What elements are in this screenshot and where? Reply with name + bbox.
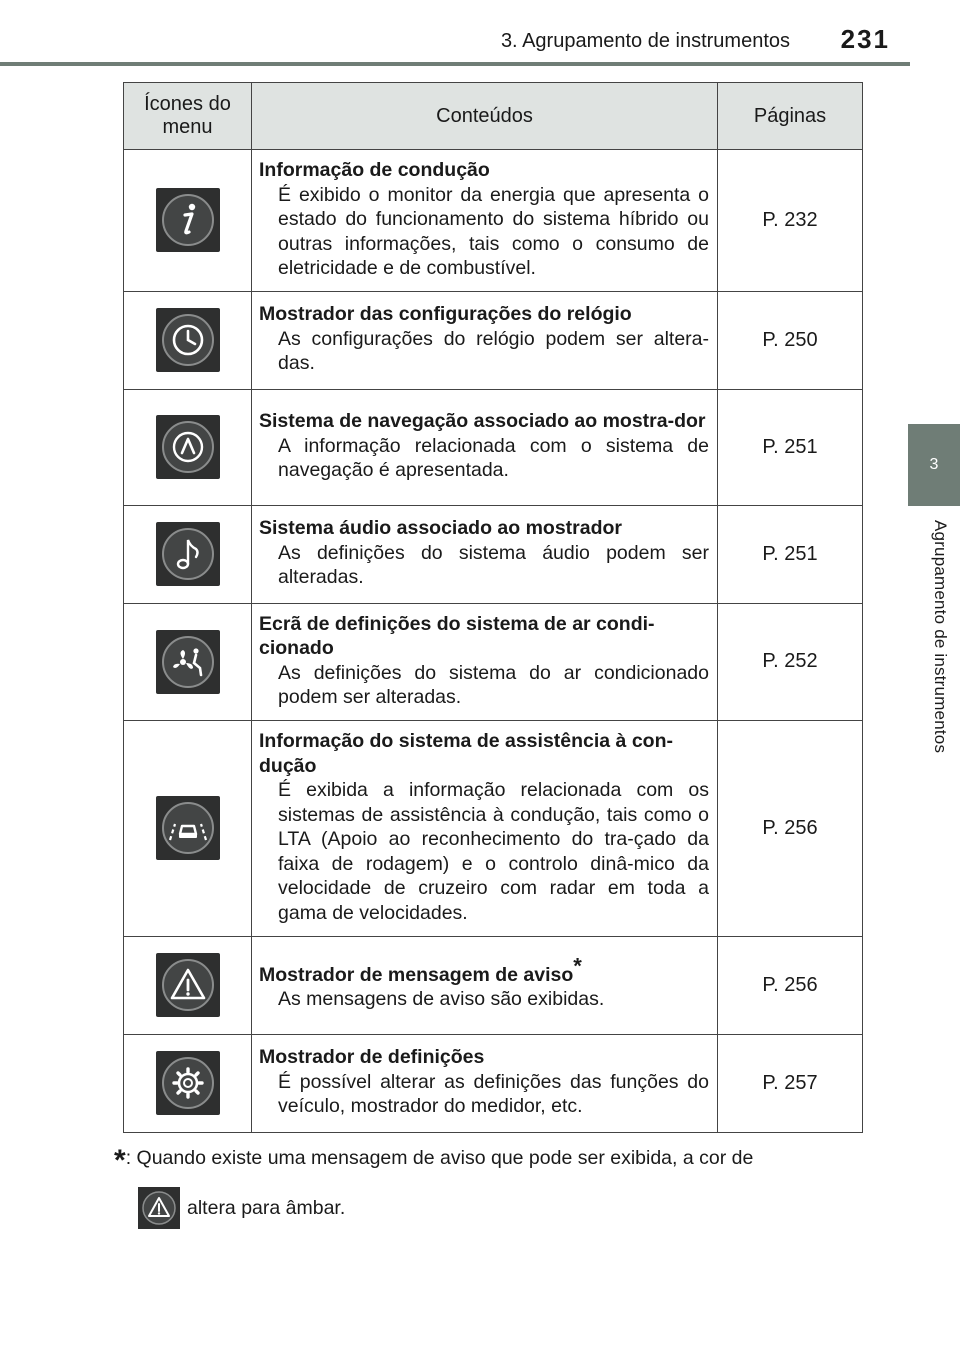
row-description: É possível alterar as definições das funções do veículo, mostrador do medidor, etc.	[278, 1070, 709, 1118]
footnote-continuation-line	[138, 1186, 345, 1230]
page-reference: P. 257	[718, 1034, 863, 1132]
page-reference: P. 256	[718, 936, 863, 1034]
header-icons: Ícones do menu	[124, 83, 252, 150]
icon-cell	[124, 936, 252, 1034]
section-title: 3. Agrupamento de instrumentos	[500, 30, 790, 52]
row-description: As configurações do relógio podem ser altera-das.	[278, 327, 709, 375]
footnote-mark: *	[114, 1144, 126, 1177]
footnote-text: : Quando existe uma mensagem de aviso que pode ser exibida, a cor de	[125, 1147, 754, 1169]
table-header-row	[124, 83, 863, 150]
footnote-asterisk: *	[573, 953, 582, 978]
content-cell	[252, 936, 718, 1034]
navigation-icon	[156, 415, 220, 479]
table-row	[124, 150, 863, 292]
icon-cell	[124, 720, 252, 936]
warning-icon	[138, 1187, 180, 1229]
page-reference: P. 251	[718, 389, 863, 505]
content-cell	[252, 150, 718, 292]
table-row	[124, 291, 863, 389]
warning-icon	[156, 953, 220, 1017]
driving-assist-icon	[156, 796, 220, 860]
header-contents: Conteúdos	[252, 83, 718, 150]
clock-icon	[156, 308, 220, 372]
chapter-tab	[908, 424, 960, 506]
page-reference: P. 250	[718, 291, 863, 389]
icon-cell	[124, 603, 252, 720]
chapter-tab-number: 3	[929, 456, 939, 473]
row-title: Sistema de navegação associado ao mostra-dor	[259, 410, 706, 433]
row-description: É exibido o monitor da energia que apresenta o estado do funcionamento do sistema híbrido ou outras informações, tais como o consumo de eletricidade e de combustível.	[278, 183, 709, 279]
settings-gear-icon	[156, 1051, 220, 1115]
table-row	[124, 936, 863, 1034]
page-reference: P. 256	[718, 720, 863, 936]
content-cell	[252, 720, 718, 936]
row-description: A informação relacionada com o sistema de navegação é apresentada.	[278, 434, 709, 482]
content-cell	[252, 1034, 718, 1132]
row-title	[259, 953, 709, 988]
content-cell	[252, 291, 718, 389]
row-title: Mostrador das configurações do relógio	[259, 303, 632, 326]
row-title: Informação de condução	[259, 159, 490, 181]
music-note-icon	[156, 522, 220, 586]
table-row	[124, 505, 863, 603]
icon-cell	[124, 291, 252, 389]
row-title: Informação do sistema de assistência à con-dução	[259, 730, 673, 777]
row-title: Sistema áudio associado ao mostrador	[259, 517, 623, 540]
footnote-continuation: altera para âmbar.	[187, 1196, 346, 1219]
page-reference: P. 232	[718, 150, 863, 292]
row-title-text: Mostrador de mensagem de aviso	[259, 963, 574, 986]
footnote	[114, 1144, 856, 1177]
page-reference: P. 252	[718, 603, 863, 720]
menu-icons-table	[123, 82, 863, 1133]
row-title: Mostrador de definições	[259, 1046, 485, 1069]
row-description: As mensagens de aviso são exibidas.	[278, 988, 605, 1010]
table-row	[124, 1034, 863, 1132]
row-description: As definições do sistema do ar condicionado podem ser alteradas.	[278, 661, 709, 708]
table-row	[124, 720, 863, 936]
row-title: Ecrã de definições do sistema de ar condi-cionado	[259, 612, 655, 659]
content-cell	[252, 389, 718, 505]
page-header	[0, 0, 960, 66]
row-description: É exibida a informação relacionada com os sistemas de assistência à condução, tais como o LTA (Apoio ao reconhecimento do tra-çado da faixa de rodagem) e o controlo dinâ-mico da velocidade de cruzeiro com radar em toda a gama de velocidades.	[278, 779, 709, 924]
icon-cell	[124, 389, 252, 505]
content-cell	[252, 603, 718, 720]
air-conditioner-icon	[156, 630, 220, 694]
header-rule	[0, 62, 910, 66]
page-reference: P. 251	[718, 505, 863, 603]
page-number: 231	[840, 24, 890, 54]
icon-cell	[124, 505, 252, 603]
content-cell	[252, 505, 718, 603]
header-pages: Páginas	[718, 83, 863, 150]
chapter-side-label: Agrupamento de instrumentos	[931, 520, 950, 754]
icon-cell	[124, 1034, 252, 1132]
icon-cell	[124, 150, 252, 292]
info-icon	[156, 188, 220, 252]
row-description: As definições do sistema áudio podem ser alteradas.	[278, 541, 709, 589]
table-row	[124, 389, 863, 505]
table-row	[124, 603, 863, 720]
